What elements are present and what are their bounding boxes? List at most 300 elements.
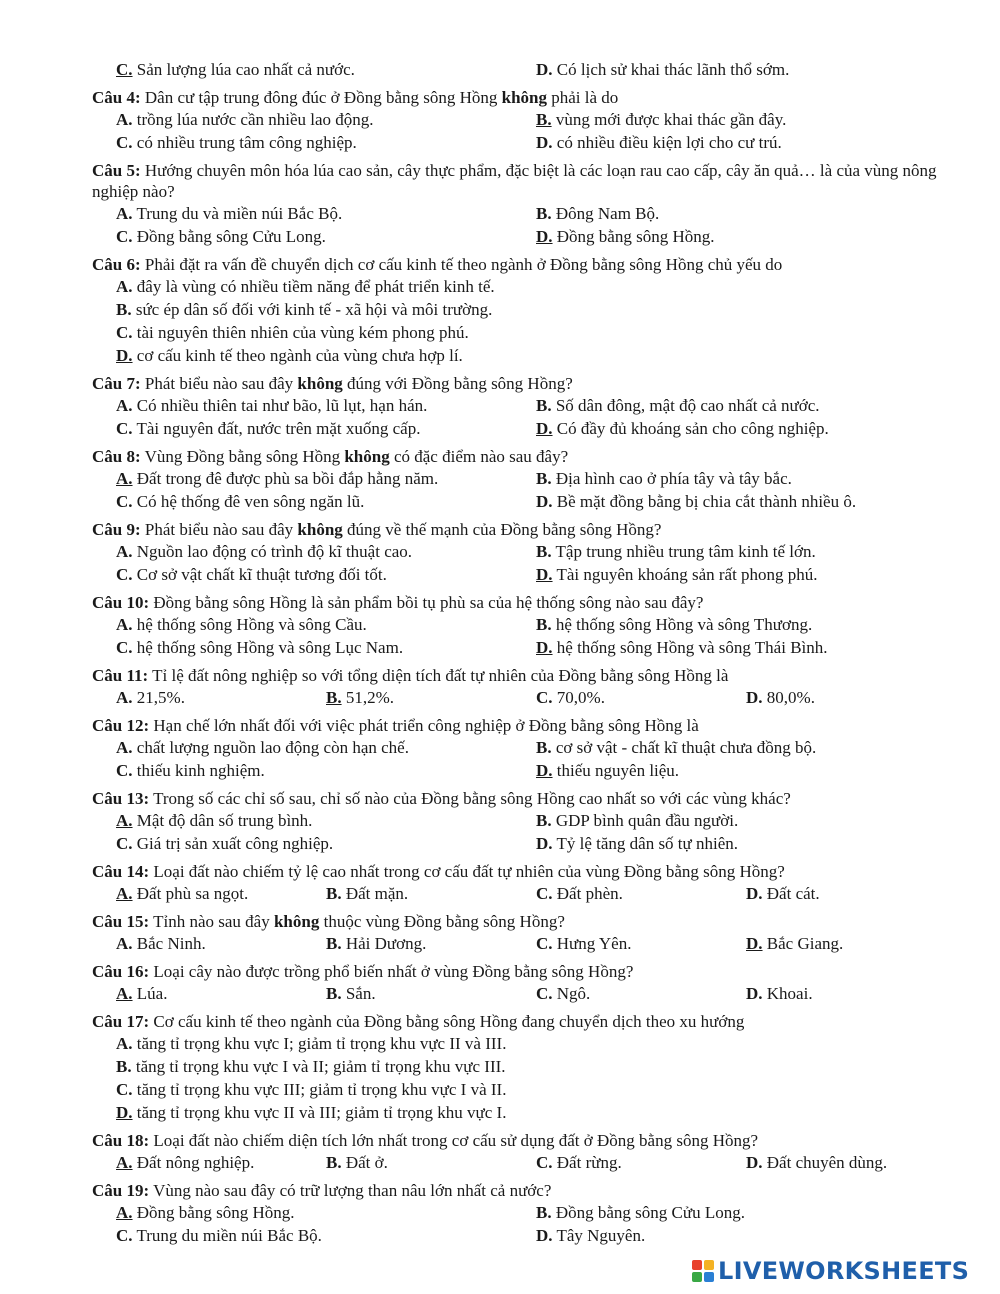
- option-letter: B.: [536, 204, 552, 223]
- option-letter: D.: [536, 227, 553, 246]
- options-row: [0, 1032, 1000, 1055]
- question-number: Câu 11:: [92, 666, 149, 685]
- answer-option-b[interactable]: [326, 982, 376, 1005]
- option-letter: A.: [116, 934, 133, 953]
- question-text: Tỉnh nào sau đây: [149, 912, 274, 931]
- answer-option-a[interactable]: [116, 108, 374, 131]
- option-letter: A.: [116, 542, 133, 561]
- question-block: [0, 665, 1000, 709]
- question-block: [0, 373, 1000, 440]
- option-text: Trung du miền núi Bắc Bộ.: [132, 1226, 322, 1245]
- answer-option-d[interactable]: [536, 490, 856, 513]
- answer-option-c[interactable]: [116, 832, 333, 855]
- options-row: [0, 58, 1000, 81]
- question-text: Vùng nào sau đây có trữ lượng than nâu lớn nhất cả nước?: [149, 1181, 552, 1200]
- option-letter: D.: [536, 761, 553, 780]
- question-stem: [92, 1011, 972, 1032]
- answer-option-b[interactable]: [326, 882, 408, 905]
- answer-option-c[interactable]: [116, 490, 364, 513]
- question-text: Loại cây nào được trồng phổ biến nhất ở vùng Đồng bằng sông Hồng?: [149, 962, 634, 981]
- option-letter: A.: [116, 811, 133, 830]
- option-letter: B.: [536, 542, 552, 561]
- option-letter: D.: [746, 1153, 763, 1172]
- answer-option-b[interactable]: [326, 932, 426, 955]
- option-letter: A.: [116, 688, 133, 707]
- answer-option-c[interactable]: [116, 417, 420, 440]
- option-text: cơ sở vật - chất kĩ thuật chưa đồng bộ.: [551, 738, 817, 757]
- options-row: [0, 225, 1000, 248]
- answer-option-d[interactable]: [536, 563, 818, 586]
- question-stem: [92, 788, 972, 809]
- option-text: cơ cấu kinh tế theo ngành của vùng chưa hợp lí.: [132, 346, 463, 365]
- answer-option-b[interactable]: [116, 1055, 506, 1078]
- question-text: phải là do: [547, 88, 619, 107]
- option-letter: D.: [116, 1103, 133, 1122]
- option-letter: D.: [536, 1226, 553, 1245]
- option-text: vùng mới được khai thác gần đây.: [551, 110, 787, 129]
- answer-option-b[interactable]: [326, 686, 394, 709]
- option-letter: C.: [116, 60, 133, 79]
- option-text: Mật độ dân số trung bình.: [132, 811, 313, 830]
- option-letter: A.: [116, 277, 133, 296]
- question-text: đúng về thế mạnh của Đồng bằng sông Hồng?: [342, 520, 662, 539]
- answer-option-c[interactable]: [116, 1078, 506, 1101]
- option-letter: B.: [536, 396, 552, 415]
- answer-option-d[interactable]: [536, 131, 782, 154]
- option-text: Địa hình cao ở phía tây và tây bắc.: [551, 469, 792, 488]
- options-row: [0, 1101, 1000, 1124]
- logo-square-red: [692, 1260, 702, 1270]
- option-text: Sản lượng lúa cao nhất cả nước.: [132, 60, 355, 79]
- answer-option-a[interactable]: [116, 1201, 295, 1224]
- logo-square-blue: [704, 1272, 714, 1282]
- question-block: [0, 519, 1000, 586]
- option-text: hệ thống sông Hồng và sông Lục Nam.: [132, 638, 404, 657]
- option-letter: D.: [536, 60, 553, 79]
- option-letter: A.: [116, 984, 133, 1003]
- option-letter: D.: [746, 688, 763, 707]
- option-letter: D.: [746, 984, 763, 1003]
- question-number: Câu 14:: [92, 862, 150, 881]
- answer-option-b[interactable]: [326, 1151, 388, 1174]
- answer-option-b[interactable]: [536, 394, 820, 417]
- question-number: Câu 5:: [92, 161, 141, 180]
- option-text: Đất ở.: [341, 1153, 388, 1172]
- answer-option-d[interactable]: [746, 932, 843, 955]
- option-text: sức ép dân số đối với kinh tế - xã hội và môi trường.: [131, 300, 493, 319]
- answer-option-d[interactable]: [536, 225, 715, 248]
- option-text: Có nhiều thiên tai như bão, lũ lụt, hạn hán.: [132, 396, 428, 415]
- answer-option-a[interactable]: [116, 613, 367, 636]
- option-text: Lúa.: [132, 984, 168, 1003]
- option-letter: B.: [536, 1203, 552, 1222]
- answer-option-a[interactable]: [116, 982, 167, 1005]
- options-row: [0, 417, 1000, 440]
- question-stem: [92, 961, 972, 982]
- option-letter: A.: [116, 615, 133, 634]
- option-text: hệ thống sông Hồng và sông Thái Bình.: [552, 638, 828, 657]
- option-letter: C.: [116, 761, 133, 780]
- options-row: [0, 1151, 1000, 1174]
- options-row: [0, 108, 1000, 131]
- answer-option-c[interactable]: [536, 686, 605, 709]
- option-letter: B.: [536, 738, 552, 757]
- answer-option-a[interactable]: [116, 394, 427, 417]
- option-letter: B.: [326, 934, 342, 953]
- question-number: Câu 18:: [92, 1131, 150, 1150]
- option-text: có nhiều trung tâm công nghiệp.: [132, 133, 357, 152]
- options-row: [0, 275, 1000, 298]
- question-text: Trong số các chỉ số sau, chỉ số nào của Đồng bằng sông Hồng cao nhất so với các vùng khác?: [149, 789, 791, 808]
- options-row: [0, 1201, 1000, 1224]
- option-letter: A.: [116, 110, 133, 129]
- question-number: Câu 13:: [92, 789, 150, 808]
- option-letter: C.: [116, 565, 133, 584]
- option-letter: C.: [536, 688, 553, 707]
- option-text: Đồng bằng sông Hồng.: [132, 1203, 295, 1222]
- option-letter: D.: [536, 133, 553, 152]
- option-text: Có đầy đủ khoáng sản cho công nghiệp.: [552, 419, 829, 438]
- question-block: [0, 446, 1000, 513]
- question-block: [0, 1011, 1000, 1124]
- option-text: Nguồn lao động có trình độ kĩ thuật cao.: [132, 542, 413, 561]
- option-text: tăng tỉ trọng khu vực II và III; giảm tỉ trọng khu vực I.: [132, 1103, 507, 1122]
- question-block: [0, 961, 1000, 1005]
- question-text: Hạn chế lớn nhất đối với việc phát triển công nghiệp ở Đồng bằng sông Hồng là: [149, 716, 699, 735]
- option-text: Hải Dương.: [341, 934, 427, 953]
- option-text: Số dân đông, mật độ cao nhất cả nước.: [551, 396, 820, 415]
- question-number: Câu 4:: [92, 88, 141, 107]
- option-letter: D.: [536, 834, 553, 853]
- answer-option-a[interactable]: [116, 1032, 506, 1055]
- option-text: hệ thống sông Hồng và sông Cầu.: [132, 615, 367, 634]
- options-row: [0, 202, 1000, 225]
- option-text: Có lịch sử khai thác lãnh thổ sớm.: [552, 60, 790, 79]
- options-row: [0, 131, 1000, 154]
- option-letter: C.: [116, 834, 133, 853]
- answer-option-a[interactable]: [116, 736, 409, 759]
- option-letter: B.: [116, 300, 132, 319]
- option-letter: B.: [536, 811, 552, 830]
- option-letter: B.: [326, 884, 342, 903]
- option-letter: D.: [536, 565, 553, 584]
- option-text: 80,0%.: [762, 688, 815, 707]
- question-emphasis: không: [501, 88, 548, 107]
- question-number: Câu 12:: [92, 716, 150, 735]
- option-letter: C.: [536, 1153, 553, 1172]
- question-stem: [92, 254, 972, 275]
- answer-option-a[interactable]: [116, 275, 495, 298]
- question-number: Câu 10:: [92, 593, 150, 612]
- question-text: Vùng Đồng bằng sông Hồng: [140, 447, 345, 466]
- question-stem: [92, 160, 972, 202]
- option-letter: D.: [536, 419, 553, 438]
- logo-square-yellow: [704, 1260, 714, 1270]
- option-letter: B.: [326, 984, 342, 1003]
- answer-option-d[interactable]: [536, 417, 829, 440]
- option-letter: B.: [326, 1153, 342, 1172]
- option-letter: A.: [116, 469, 133, 488]
- question-number: Câu 17:: [92, 1012, 150, 1031]
- answer-option-b[interactable]: [536, 202, 659, 225]
- option-text: Đất mặn.: [341, 884, 409, 903]
- option-letter: A.: [116, 396, 133, 415]
- options-row: [0, 686, 1000, 709]
- question-number: Câu 9:: [92, 520, 141, 539]
- answer-option-d[interactable]: [536, 1224, 645, 1247]
- option-text: Ngô.: [552, 984, 591, 1003]
- options-row: [0, 563, 1000, 586]
- question-text: Phát biểu nào sau đây: [140, 520, 298, 539]
- question-emphasis: không: [297, 374, 343, 393]
- option-text: Đồng bằng sông Cửu Long.: [132, 227, 326, 246]
- option-letter: C.: [116, 1080, 133, 1099]
- option-text: Đất trong đê được phù sa bồi đắp hằng năm.: [132, 469, 439, 488]
- question-block: [0, 592, 1000, 659]
- question-text: Loại đất nào chiếm tỷ lệ cao nhất trong cơ cấu đất tự nhiên của vùng Đồng bằng sông Hồng?: [149, 862, 785, 881]
- option-text: Hưng Yên.: [552, 934, 632, 953]
- option-letter: B.: [536, 110, 552, 129]
- logo-grid-icon: [692, 1260, 714, 1282]
- question-text: thuộc vùng Đồng bằng sông Hồng?: [319, 912, 565, 931]
- option-text: Bắc Giang.: [762, 934, 844, 953]
- question-block: [0, 1130, 1000, 1174]
- answer-option-b[interactable]: [536, 736, 816, 759]
- question-block: [0, 715, 1000, 782]
- question-stem: [92, 861, 972, 882]
- option-text: thiếu nguyên liệu.: [552, 761, 680, 780]
- option-text: Bề mặt đồng bằng bị chia cắt thành nhiều ô.: [552, 492, 857, 511]
- option-letter: D.: [536, 638, 553, 657]
- option-letter: A.: [116, 1034, 133, 1053]
- question-emphasis: không: [344, 447, 390, 466]
- answer-option-d[interactable]: [116, 1101, 506, 1124]
- options-row: [0, 982, 1000, 1005]
- answer-option-b[interactable]: [536, 540, 816, 563]
- options-row: [0, 321, 1000, 344]
- option-text: Tây Nguyên.: [552, 1226, 646, 1245]
- options-row: [0, 759, 1000, 782]
- option-text: 51,2%.: [341, 688, 395, 707]
- option-letter: B.: [116, 1057, 132, 1076]
- answer-option-c[interactable]: [116, 636, 403, 659]
- option-text: Đông Nam Bộ.: [551, 204, 660, 223]
- option-letter: D.: [536, 492, 553, 511]
- logo-square-green: [692, 1272, 702, 1282]
- answer-option-c[interactable]: [116, 58, 355, 81]
- options-row: [0, 882, 1000, 905]
- question-stem: [92, 373, 972, 394]
- option-letter: A.: [116, 1153, 133, 1172]
- option-text: tăng tỉ trọng khu vực I; giảm tỉ trọng khu vực II và III.: [132, 1034, 507, 1053]
- question-number: Câu 19:: [92, 1181, 150, 1200]
- answer-option-b[interactable]: [536, 1201, 745, 1224]
- option-letter: A.: [116, 1203, 133, 1222]
- option-text: thiếu kinh nghiệm.: [132, 761, 265, 780]
- question-block: [0, 788, 1000, 855]
- option-text: Cơ sở vật chất kĩ thuật tương đối tốt.: [132, 565, 387, 584]
- option-text: đây là vùng có nhiều tiềm năng để phát triển kinh tế.: [132, 277, 495, 296]
- options-row: [0, 636, 1000, 659]
- option-letter: D.: [746, 884, 763, 903]
- option-letter: A.: [116, 204, 133, 223]
- question-stem: [92, 715, 972, 736]
- option-text: Giá trị sản xuất công nghiệp.: [132, 834, 334, 853]
- question-emphasis: không: [297, 520, 343, 539]
- option-letter: C.: [116, 133, 133, 152]
- answer-option-b[interactable]: [536, 467, 792, 490]
- question-number: Câu 15:: [92, 912, 150, 931]
- option-text: có nhiều điều kiện lợi cho cư trú.: [552, 133, 782, 152]
- options-row: [0, 832, 1000, 855]
- question-stem: [92, 446, 972, 467]
- option-text: tăng tỉ trọng khu vực I và II; giảm tỉ trọng khu vực III.: [131, 1057, 506, 1076]
- option-letter: D.: [746, 934, 763, 953]
- answer-option-c[interactable]: [116, 1224, 322, 1247]
- question-block: [0, 1180, 1000, 1247]
- options-row: [0, 613, 1000, 636]
- option-text: Tài nguyên khoáng sản rất phong phú.: [552, 565, 818, 584]
- option-text: Đồng bằng sông Hồng.: [552, 227, 715, 246]
- question-stem: [92, 665, 972, 686]
- answer-option-a[interactable]: [116, 932, 206, 955]
- options-row: [0, 490, 1000, 513]
- answer-option-b[interactable]: [116, 298, 492, 321]
- question-block: [0, 87, 1000, 154]
- options-row: [0, 932, 1000, 955]
- question-text: đúng với Đồng bằng sông Hồng?: [342, 374, 573, 393]
- option-text: Tài nguyên đất, nước trên mặt xuống cấp.: [132, 419, 421, 438]
- question-stem: [92, 1130, 972, 1151]
- answer-option-a[interactable]: [116, 540, 412, 563]
- option-letter: C.: [116, 638, 133, 657]
- option-text: Đất rừng.: [552, 1153, 622, 1172]
- answer-option-d[interactable]: [536, 759, 679, 782]
- answer-option-c[interactable]: [536, 982, 590, 1005]
- option-letter: C.: [116, 227, 133, 246]
- option-text: Khoai.: [762, 984, 813, 1003]
- option-text: Có hệ thống đê ven sông ngăn lũ.: [132, 492, 365, 511]
- answer-option-a[interactable]: [116, 686, 185, 709]
- options-row: [0, 809, 1000, 832]
- option-text: Đất nông nghiệp.: [132, 1153, 255, 1172]
- answer-option-a[interactable]: [116, 882, 248, 905]
- option-letter: C.: [116, 419, 133, 438]
- answer-option-a[interactable]: [116, 202, 342, 225]
- option-letter: A.: [116, 738, 133, 757]
- question-text: Dân cư tập trung đông đúc ở Đồng bằng sông Hồng: [140, 88, 502, 107]
- option-text: Sắn.: [341, 984, 376, 1003]
- answer-option-c[interactable]: [536, 882, 623, 905]
- options-row: [0, 540, 1000, 563]
- answer-option-b[interactable]: [536, 108, 786, 131]
- question-stem: [92, 911, 972, 932]
- answer-option-c[interactable]: [116, 225, 326, 248]
- options-row: [0, 394, 1000, 417]
- option-text: chất lượng nguồn lao động còn hạn chế.: [132, 738, 409, 757]
- question-stem: [92, 1180, 972, 1201]
- option-text: Bắc Ninh.: [132, 934, 206, 953]
- answer-option-d[interactable]: [746, 686, 815, 709]
- option-letter: C.: [116, 323, 133, 342]
- option-letter: B.: [326, 688, 342, 707]
- option-letter: C.: [536, 884, 553, 903]
- answer-option-c[interactable]: [116, 321, 469, 344]
- options-row: [0, 1224, 1000, 1247]
- option-text: GDP bình quân đầu người.: [551, 811, 739, 830]
- option-text: 70,0%.: [552, 688, 605, 707]
- option-text: Đất chuyên dùng.: [762, 1153, 888, 1172]
- answer-option-c[interactable]: [116, 131, 357, 154]
- option-text: Đồng bằng sông Cửu Long.: [551, 1203, 745, 1222]
- answer-option-d[interactable]: [536, 832, 738, 855]
- liveworksheets-logo: [692, 1256, 992, 1286]
- answer-option-d[interactable]: [746, 882, 820, 905]
- question-number: Câu 7:: [92, 374, 141, 393]
- option-letter: A.: [116, 884, 133, 903]
- answer-option-c[interactable]: [116, 759, 265, 782]
- answer-option-d[interactable]: [116, 344, 463, 367]
- answer-option-d[interactable]: [746, 982, 813, 1005]
- answer-option-a[interactable]: [116, 809, 312, 832]
- option-letter: C.: [116, 1226, 133, 1245]
- option-text: tăng tỉ trọng khu vực III; giảm tỉ trọng khu vực I và II.: [132, 1080, 507, 1099]
- options-row: [0, 298, 1000, 321]
- answer-option-a[interactable]: [116, 467, 438, 490]
- question-block: [0, 58, 1000, 81]
- answer-option-a[interactable]: [116, 1151, 254, 1174]
- answer-option-b[interactable]: [536, 613, 812, 636]
- answer-option-d[interactable]: [536, 58, 789, 81]
- question-emphasis: không: [273, 912, 320, 931]
- option-text: 21,5%.: [132, 688, 185, 707]
- answer-option-c[interactable]: [116, 563, 387, 586]
- option-text: Tập trung nhiều trung tâm kinh tế lớn.: [551, 542, 816, 561]
- question-text: Loại đất nào chiếm diện tích lớn nhất trong cơ cấu sử dụng đất ở Đồng bằng sông Hồng?: [149, 1131, 759, 1150]
- option-letter: C.: [536, 934, 553, 953]
- question-text: Tỉ lệ đất nông nghiệp so với tổng diện tích đất tự nhiên của Đồng bằng sông Hồng là: [148, 666, 729, 685]
- option-letter: B.: [536, 469, 552, 488]
- option-letter: C.: [116, 492, 133, 511]
- option-text: trồng lúa nước cần nhiều lao động.: [132, 110, 374, 129]
- question-block: [0, 160, 1000, 248]
- question-block: [0, 254, 1000, 367]
- options-row: [0, 467, 1000, 490]
- answer-option-d[interactable]: [746, 1151, 887, 1174]
- question-stem: [92, 592, 972, 613]
- option-text: hệ thống sông Hồng và sông Thương.: [551, 615, 813, 634]
- question-block: [0, 911, 1000, 955]
- answer-option-d[interactable]: [536, 636, 828, 659]
- question-text: Phát biểu nào sau đây: [140, 374, 298, 393]
- question-block: [0, 861, 1000, 905]
- question-number: Câu 8:: [92, 447, 141, 466]
- option-text: Tỷ lệ tăng dân số tự nhiên.: [552, 834, 739, 853]
- options-row: [0, 1078, 1000, 1101]
- question-number: Câu 16:: [92, 962, 150, 981]
- question-stem: [92, 87, 972, 108]
- question-number: Câu 6:: [92, 255, 141, 274]
- answer-option-c[interactable]: [536, 932, 631, 955]
- answer-option-c[interactable]: [536, 1151, 622, 1174]
- options-row: [0, 1055, 1000, 1078]
- question-text: Hướng chuyên môn hóa lúa cao sản, cây thực phẩm, đặc biệt là các loạn rau cao cấp, cây ăn quả… là của vùng nông nghiệp nào?: [92, 161, 937, 201]
- options-row: [0, 736, 1000, 759]
- answer-option-b[interactable]: [536, 809, 738, 832]
- option-text: Trung du và miền núi Bắc Bộ.: [132, 204, 343, 223]
- options-row: [0, 344, 1000, 367]
- option-text: Đất cát.: [762, 884, 820, 903]
